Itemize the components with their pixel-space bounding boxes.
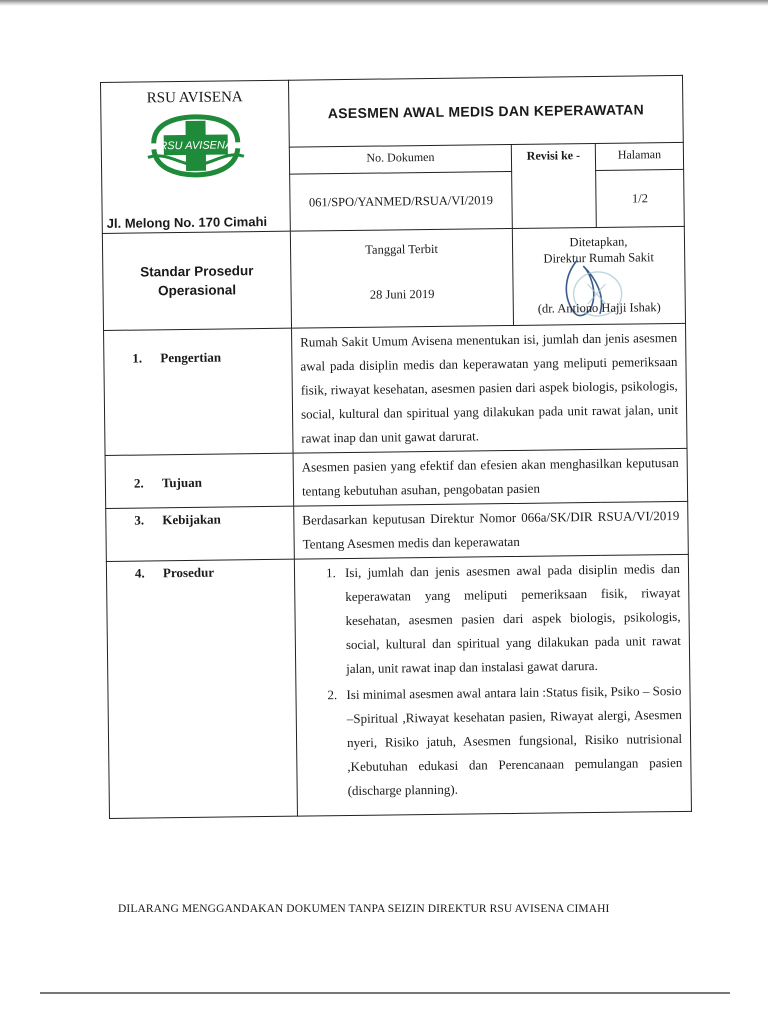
tanggal-terbit-label: Tanggal Terbit: [365, 241, 438, 257]
section-content-tujuan: [293, 448, 688, 506]
sop-title-line1: Standar Prosedur: [140, 263, 254, 280]
revisi-label: Revisi ke -: [511, 143, 596, 228]
section-label-prosedur: [106, 559, 297, 818]
section-label-pengertian: [104, 328, 294, 455]
hospital-identity-cell: [101, 80, 291, 233]
section-content-kebijakan: [294, 501, 689, 559]
section-number: 3.: [134, 512, 145, 528]
section-label: Pengertian: [160, 349, 222, 366]
section-content-pengertian: [292, 323, 687, 453]
list-item: 2. Isi minimal asesmen awal antara lain :Status fisik, Psiko – Sosio –Spiritual ,Riwayat kesehatan pasien, Riwayat alergi, Asesmen nyeri, Risiko jatuh, Asesmen fungsional, Risiko nutrisional ,Kebutuhan edukasi dan Perencanaan pemulangan pasien (discharge planning).: [340, 679, 682, 803]
tanggal-terbit-cell: [290, 228, 513, 328]
sop-title-line2: Operasional: [157, 282, 237, 299]
section-text: Asesmen pasien yang efektif dan efesien akan menghasilkan keputusan tentang kebutuhan asuhan, pengobatan pasien: [301, 454, 679, 499]
document-title: ASESMEN AWAL MEDIS DAN KEPERAWATAN: [288, 75, 683, 147]
section-number: 1.: [132, 350, 143, 366]
halaman-value: 1/2: [596, 169, 685, 227]
section-label: Prosedur: [162, 564, 215, 581]
scan-top-edge: [0, 0, 768, 6]
section-number: 4.: [134, 565, 145, 581]
sop-title: [102, 231, 291, 330]
section-content-prosedur: [294, 554, 691, 816]
ditetapkan-line2: Direktur Rumah Sakit: [543, 250, 654, 266]
no-dokumen-value: 061/SPO/YANMED/RSUA/VI/2019: [290, 171, 513, 231]
hospital-address: Jl. Melong No. 170 Cimahi: [106, 213, 268, 231]
approval-cell: [512, 226, 685, 325]
signatory-name: (dr. Antiono Hajji Ishak): [537, 300, 661, 316]
logo-text: RSU AVISENA: [158, 139, 232, 153]
hospital-name: RSU AVISENA: [146, 89, 243, 107]
section-label: Kebijakan: [162, 511, 221, 528]
section-label: Tujuan: [161, 474, 202, 491]
no-dokumen-label: No. Dokumen: [289, 144, 511, 174]
scan-bottom-edge: [40, 992, 730, 994]
prosedur-list: [303, 557, 683, 804]
sop-document-table: [100, 75, 692, 819]
section-label-kebijakan: [106, 506, 295, 561]
hospital-logo-icon: [145, 112, 246, 179]
ditetapkan-line1: Ditetapkan,: [569, 234, 628, 250]
tanggal-terbit-value: 28 Juni 2019: [369, 286, 435, 302]
section-number: 2.: [133, 475, 144, 491]
halaman-label: Halaman: [595, 142, 683, 170]
section-label-tujuan: [105, 453, 294, 508]
section-text: Berdasarkan keputusan Direktur Nomor 066a/SK/DIR RSUA/VI/2019 Tentang Asesmen medis dan keperawatan: [302, 507, 680, 552]
list-item: 1. Isi, jumlah dan jenis asesmen awal pada disiplin medis dan keperawatan yang meliputi pemeriksaan fisik, riwayat kesehatan, asesmen pasien dari aspek biologis, psikologis, social, kultural dan spiritual yang dilakukan pada unit rawat jalan, unit rawat inap dan instalasi gawat darura.: [339, 557, 681, 681]
copy-restriction-note: DILARANG MENGGANDAKAN DOKUMEN TANPA SEIZIN DIREKTUR RSU AVISENA CIMAHI: [118, 903, 610, 915]
section-text: Rumah Sakit Umum Avisena menentukan isi, jumlah dan jenis asesmen awal pada disiplin medis dan keperawatan yang meliputi pemeriksaan fisik, riwayat kesehatan, asesmen pasien dari aspek biologis, psikologis, social, kultural dan spiritual yang dilakukan pada unit rawat jalan, unit rawat inap dan unit gawat darurat.: [300, 329, 679, 446]
